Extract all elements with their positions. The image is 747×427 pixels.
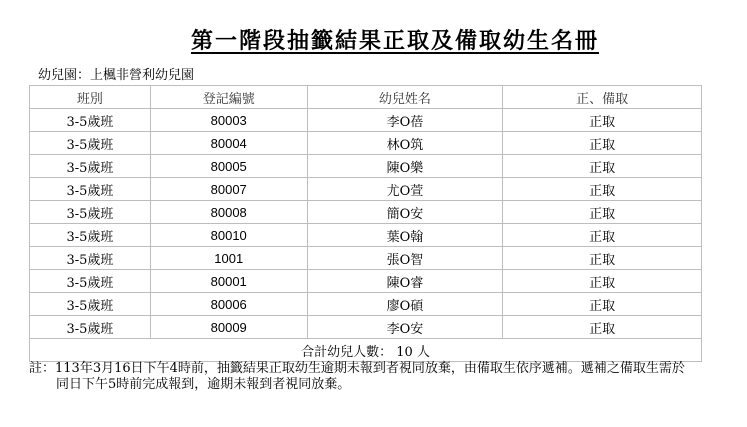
cell-child-name: 李O安	[307, 316, 503, 339]
table-row	[30, 201, 702, 224]
table-row	[30, 247, 702, 270]
header-child-name: 幼兒姓名	[307, 86, 503, 109]
cell-registration-id: 80009	[150, 316, 307, 339]
cell-class: 3-5歲班	[30, 293, 151, 316]
cell-status: 正取	[503, 132, 702, 155]
cell-registration-id: 80003	[150, 109, 307, 132]
cell-class: 3-5歲班	[30, 201, 151, 224]
table-row	[30, 132, 702, 155]
cell-class: 3-5歲班	[30, 178, 151, 201]
table-row	[30, 109, 702, 132]
cell-child-name: 張O智	[307, 247, 503, 270]
roster-table	[29, 85, 702, 362]
cell-status: 正取	[503, 316, 702, 339]
cell-child-name: 葉O翰	[307, 224, 503, 247]
cell-status: 正取	[503, 293, 702, 316]
table-row	[30, 224, 702, 247]
cell-class: 3-5歲班	[30, 155, 151, 178]
cell-class: 3-5歲班	[30, 224, 151, 247]
table-row	[30, 155, 702, 178]
cell-status: 正取	[503, 247, 702, 270]
cell-status: 正取	[503, 109, 702, 132]
table-total-row	[30, 339, 702, 362]
cell-status: 正取	[503, 270, 702, 293]
cell-child-name: 李O蓓	[307, 109, 503, 132]
cell-class: 3-5歲班	[30, 109, 151, 132]
cell-class: 3-5歲班	[30, 316, 151, 339]
header-admission-status: 正、備取	[503, 86, 702, 109]
cell-registration-id: 1001	[150, 247, 307, 270]
document-title: 第一階段抽籤結果正取及備取幼生名冊	[191, 28, 600, 54]
cell-class: 3-5歲班	[30, 247, 151, 270]
cell-child-name: 林O筑	[307, 132, 503, 155]
cell-registration-id: 80005	[150, 155, 307, 178]
total-children-count: 合計幼兒人數： 10 人	[30, 339, 702, 362]
cell-child-name: 尤O萱	[307, 178, 503, 201]
footnote-line-1: 註：113年3月16日下午4時前，抽籤結果正取幼生逾期未報到者視同放棄，由備取生依序遞補。遞補之備取生需於	[29, 361, 685, 376]
kindergarten-name: 幼兒園：上楓非營利幼兒園	[38, 68, 195, 83]
header-registration-id: 登記編號	[150, 86, 307, 109]
header-class: 班別	[30, 86, 151, 109]
cell-registration-id: 80007	[150, 178, 307, 201]
table-header-row	[30, 86, 702, 109]
footnote	[29, 361, 719, 393]
table-row	[30, 178, 702, 201]
cell-status: 正取	[503, 224, 702, 247]
cell-child-name: 簡O安	[307, 201, 503, 224]
table-row	[30, 270, 702, 293]
cell-registration-id: 80001	[150, 270, 307, 293]
cell-child-name: 陳O睿	[307, 270, 503, 293]
cell-registration-id: 80010	[150, 224, 307, 247]
table-row	[30, 316, 702, 339]
cell-status: 正取	[503, 178, 702, 201]
cell-status: 正取	[503, 155, 702, 178]
cell-class: 3-5歲班	[30, 132, 151, 155]
cell-child-name: 陳O樂	[307, 155, 503, 178]
table-row	[30, 293, 702, 316]
cell-status: 正取	[503, 201, 702, 224]
footnote-line-2: 同日下午5時前完成報到，逾期未報到者視同放棄。	[56, 377, 351, 392]
cell-child-name: 廖O碩	[307, 293, 503, 316]
cell-registration-id: 80008	[150, 201, 307, 224]
cell-class: 3-5歲班	[30, 270, 151, 293]
cell-registration-id: 80006	[150, 293, 307, 316]
cell-registration-id: 80004	[150, 132, 307, 155]
